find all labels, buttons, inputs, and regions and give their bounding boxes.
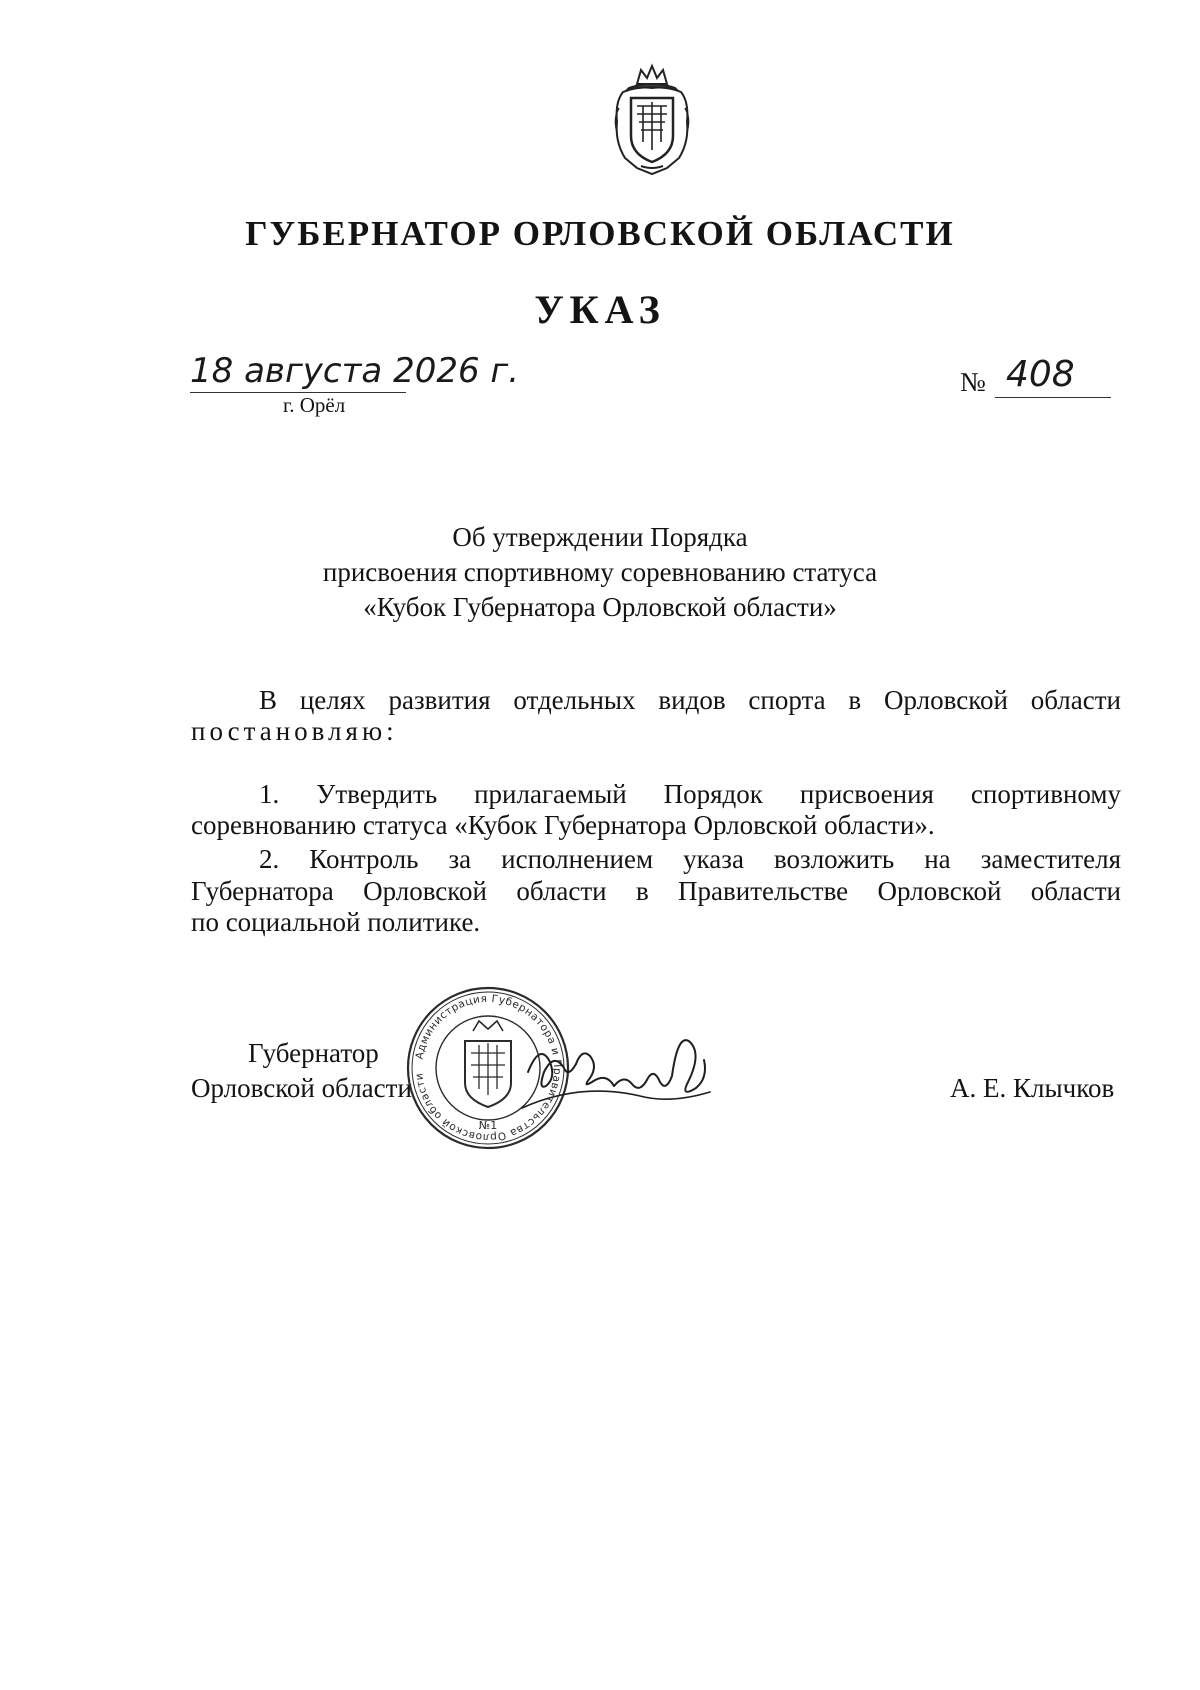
handwritten-date [190,350,520,398]
item-1-line-1: 1. Утвердить прилагаемый Порядок присвоения спортивному [259,779,1121,809]
decree-subject [0,520,1200,625]
svg-text:Администрация Губернатора и Пр: Администрация Губернатора и Правительства Орловской области [413,992,564,1144]
item-2-line-2: Губернатора Орловской области в Правительстве Орловской области [191,876,1121,906]
document-type-title: УКАЗ [534,287,666,332]
handwritten-signature [520,1012,720,1122]
subject-line: «Кубок Губернатора Орловской области» [363,592,837,622]
preamble-line: В целях развития отдельных видов спорта в Орловской области [259,685,1121,715]
signatory-name: А. Е. Клычков [950,1073,1115,1103]
signatory-title-line-2: Орловской области [191,1073,412,1103]
handwritten-number [1006,352,1106,398]
number-underline [995,397,1111,398]
subject-line: Об утверждении Порядка [452,522,748,552]
item-2-line-3: по социальной политике. [191,907,481,937]
issue-city: г. Орёл [283,393,346,417]
decree-word: постановляю: [191,716,398,746]
svg-text:408: 408 [1006,354,1075,395]
item-1-line-2: соревнованию статуса «Кубок Губернатора Орловской области». [191,810,935,840]
svg-text:18 августа 2026 г.: 18 августа 2026 г. [190,351,520,391]
item-2-line-1: 2. Контроль за исполнением указа возложить на заместителя [259,844,1121,874]
signatory-title-line-1: Губернатор [248,1038,379,1068]
issuing-authority: ГУБЕРНАТОР ОРЛОВСКОЙ ОБЛАСТИ [245,214,955,253]
number-label: № [960,367,986,397]
coat-of-arms-icon [607,62,697,178]
svg-text:№1: №1 [478,1119,498,1132]
subject-line: присвоения спортивному соревнованию статуса [322,557,878,587]
